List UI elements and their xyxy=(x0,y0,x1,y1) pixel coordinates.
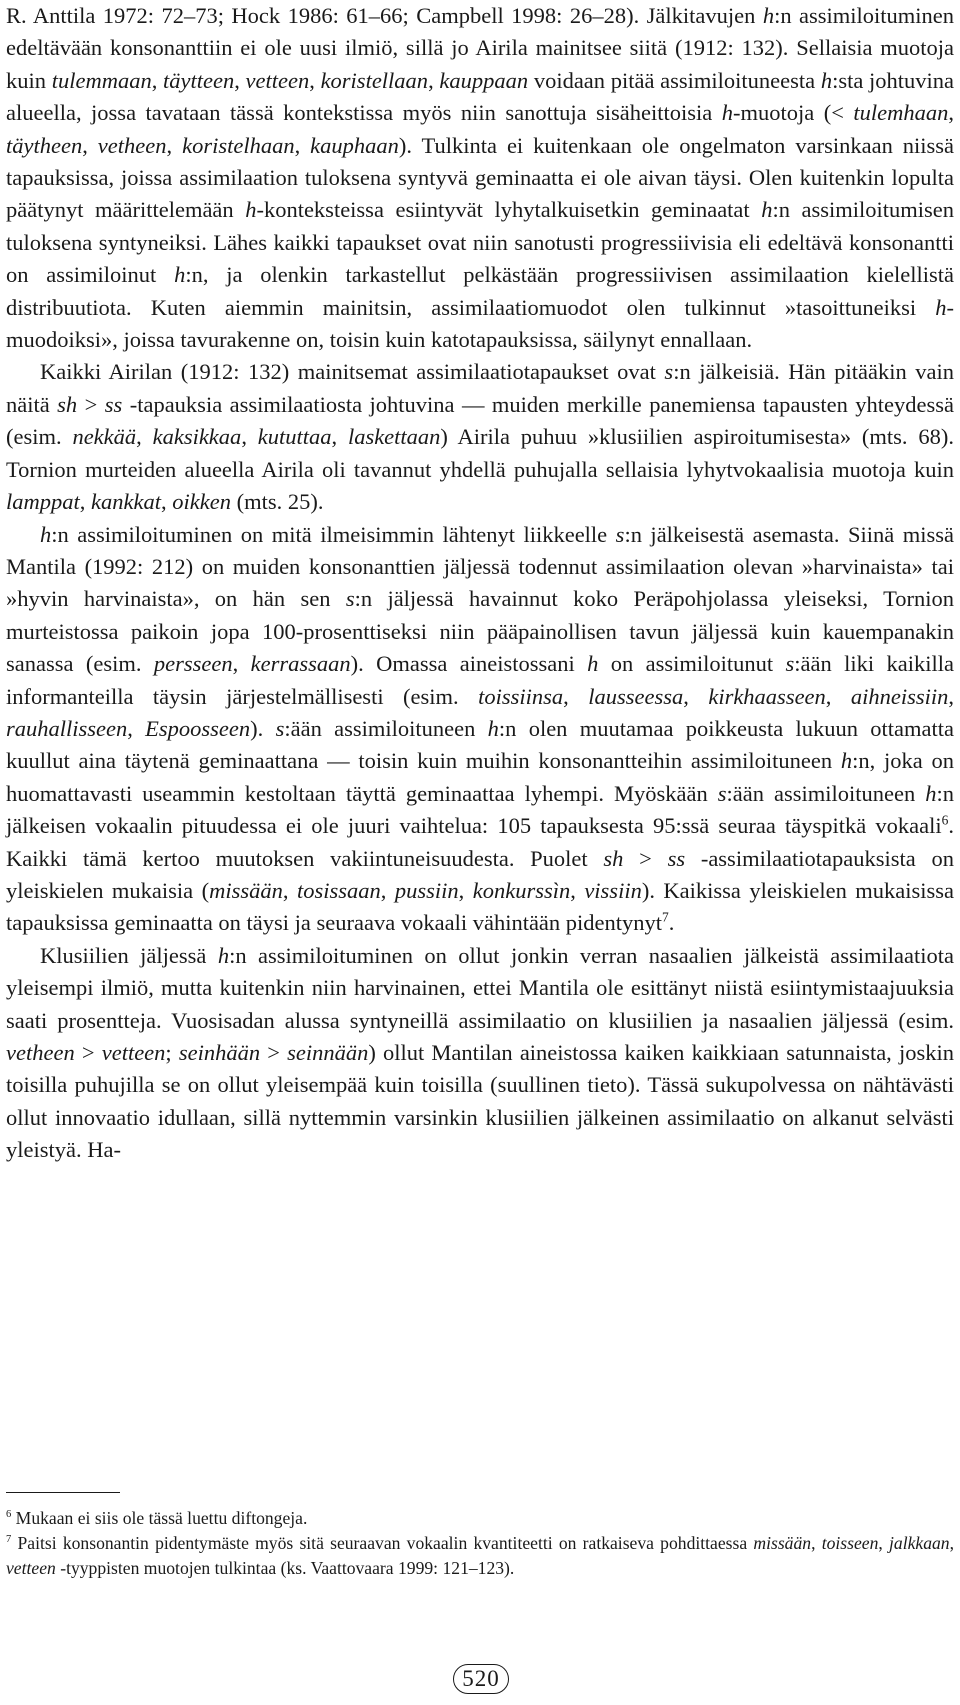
footnote xyxy=(6,1531,954,1581)
italic-term: lamppat xyxy=(6,489,80,515)
italic-term: persseen xyxy=(153,651,233,677)
italic-term: h xyxy=(935,294,947,320)
text-run: > xyxy=(74,1040,102,1065)
italic-term: tulemmaan xyxy=(51,67,152,93)
italic-term: vissiin xyxy=(584,877,642,903)
text-run: . Kaikki tämä kertoo muutoksen vakiintuneisuudesta. Puolet xyxy=(6,813,954,871)
text-run: , xyxy=(160,489,173,515)
text-run: > xyxy=(260,1040,288,1065)
text-run: ) Airila puhuu »klusiilien aspiroitumisesta» (mts. 68). Tornion murteiden alueella Airila oli tavannut yhdellä puhujalla sellaisia lyhytvokaalisia muotoja kuin xyxy=(6,424,954,482)
text-run: , xyxy=(79,489,92,515)
italic-term: Espoosseen xyxy=(145,715,251,741)
italic-term: täytteen xyxy=(163,67,235,93)
paragraph xyxy=(6,940,954,1167)
italic-term: vetteen xyxy=(6,1558,56,1578)
text-run: -tapauksia assimilaatiosta johtuvina — muiden merkille panemiensa tapausten yhteydessä (esim. xyxy=(6,391,954,450)
footnote-marker: 6 xyxy=(6,1509,12,1521)
italic-term: s xyxy=(785,651,795,677)
italic-term: kerrassaan xyxy=(250,651,351,677)
italic-term: kututtaa xyxy=(257,424,332,450)
text-run: , xyxy=(428,67,440,93)
text-run: :ään assimiloituneen xyxy=(284,715,488,741)
text-run: Paitsi konsonantin pidentymäste myös sitä seuraavan vokaalin kvantiteetti on ratkaiseva pohdittaessa xyxy=(11,1533,754,1553)
footnote xyxy=(6,1506,954,1531)
text-run: -assimilaatiotapauksista on yleiskielen mukaisia ( xyxy=(6,845,954,903)
text-run: :n, ja olenkin tarkastellut pelkästään progressiivisen assimilaation kielellistä distribuutiota. Kuten aiemmin mainitsin, assimilaatiomuodot olen tulkinnut »tasoittuneiksi xyxy=(6,262,954,320)
italic-term: h xyxy=(245,197,257,223)
text-run: :n jäljessä havainnut koko Peräpohjolassa yleiseksi, Tornion murteistossa paikoin jopa 100-prosenttiseksi niin pääpainollisen tavun jäljessä kuin kauempanakin sanassa (esim. xyxy=(6,586,954,677)
text-run: , xyxy=(948,100,955,126)
text-run: ). Omassa aineistossani xyxy=(350,651,588,677)
text-run: , xyxy=(234,67,246,93)
text-run: , xyxy=(811,1533,822,1553)
text-run: , xyxy=(232,651,251,677)
text-run: Mukaan ei siis ole tässä luettu diftongeja. xyxy=(11,1508,308,1528)
text-run: ). Tulkinta ei kuitenkaan ole ongelmaton varsinkaan niissä tapauksissa, joissa assimilaation tuloksena syntyvä geminaatta ei ole aivan täysi. Olen kuitenkin lopulta päätynyt määrittelemään xyxy=(6,132,955,223)
text-run: :ään liki kaikilla informanteilla täysin järjestelmällisesti (esim. xyxy=(6,651,954,709)
italic-term: kaksikkaa xyxy=(152,424,242,450)
text-run: , xyxy=(294,132,311,158)
text-run: , xyxy=(570,877,585,903)
italic-term: sh xyxy=(57,391,78,417)
page xyxy=(6,0,955,1578)
italic-term: s xyxy=(345,586,355,612)
text-run: :n olen muutamaa poikkeusta lukuun ottamatta kuullut aina täytenä geminaattana — toisin kuin muihin konsonantteihin assimiloituneen xyxy=(6,715,955,774)
text-run: Klusiilien jäljessä xyxy=(40,942,218,968)
body-text xyxy=(6,0,954,1167)
text-run: -muotoja (< xyxy=(733,100,854,126)
text-run: > xyxy=(77,391,105,417)
text-run: , xyxy=(166,132,183,158)
italic-term: tulemhaan xyxy=(853,100,949,126)
italic-term: rauhallisseen xyxy=(6,715,128,741)
text-run: :n jälkeisestä asemasta. Siinä missä Mantila (1992: 212) on muiden konsonanttien jäljessä todennut assimilaation olevan »harvinaista» tai »hyvin harvinaista», on hän sen xyxy=(6,521,954,612)
text-run: , xyxy=(948,683,955,709)
page-number: 520 xyxy=(453,1664,509,1694)
italic-term: ss xyxy=(667,845,686,871)
italic-term: h xyxy=(925,780,937,806)
text-run: -muodoiksi», joissa tavurakenne on, toisin kuin katotapauksissa, säilynyt ennallaan. xyxy=(6,294,954,353)
text-run: , xyxy=(282,877,297,903)
text-run: :ään assimiloituneen xyxy=(726,780,926,806)
italic-term: toisseen xyxy=(821,1533,879,1553)
text-run: on assimiloitunut xyxy=(598,651,786,677)
text-run: , xyxy=(136,424,153,450)
text-run: (mts. 25). xyxy=(230,489,324,515)
footnote-marker: 7 xyxy=(662,909,669,925)
italic-term: s xyxy=(717,780,727,806)
text-run: :n assimiloituminen on ollut jonkin verran nasaalien jälkeistä assimilaatiota yleisempi ilmiö, mutta kuitenkin niin harvinainen, ettei Mantila ole esittänyt niistä esiintymistaajuuksia saati prosentteja. Vuosisadan alussa syntyneillä assimilaatio on klusiilien ja nasaalien jäljessä (esim. xyxy=(6,942,954,1033)
footnote-divider xyxy=(6,1492,120,1493)
italic-term: aihneissiin xyxy=(850,683,949,709)
italic-term: h xyxy=(174,262,186,288)
text-run: ) ollut Mantilan aineistossa kaiken kaikkiaan satunnaista, joskin toisilla puhujilla se on ollut yleisempää kuin toisilla (suullinen tieto). Tässä sukupolvessa on nähtävästi ollut innovaatio idullaan, sillä nyttemmin varsinkin klusiilien jälkeinen assimilaatio on alkanut selvästi yleistyä. Ha- xyxy=(6,1040,954,1163)
text-run: ; xyxy=(165,1040,179,1065)
italic-term: h xyxy=(487,715,499,741)
italic-term: ss xyxy=(104,391,123,417)
italic-term: h xyxy=(40,521,52,547)
italic-term: lausseessa xyxy=(588,683,684,709)
italic-term: konkurssìn xyxy=(472,877,571,903)
footnote-marker: 6 xyxy=(941,812,949,828)
italic-term: nekkää xyxy=(72,424,137,450)
text-run: -tyyppisten muotojen tulkintaa (ks. Vaattovaara 1999: 121–123). xyxy=(55,1558,515,1578)
italic-term: h xyxy=(762,3,775,28)
text-run: , xyxy=(151,67,164,93)
italic-term: oikken xyxy=(172,489,231,515)
italic-term: kankkat xyxy=(91,489,161,515)
italic-term: seinnään xyxy=(287,1040,369,1065)
text-run: , xyxy=(683,683,709,709)
paragraph xyxy=(6,519,954,940)
italic-term: s xyxy=(615,521,625,547)
text-run: , xyxy=(949,1533,955,1553)
italic-term: koristelhaan xyxy=(182,132,295,158)
text-run: > xyxy=(623,845,668,871)
text-run: ). Kaikissa yleiskielen mukaisissa tapauksissa geminaatta on täysi ja seuraava vokaali vähintään pidentynyt xyxy=(6,877,955,936)
text-run: , xyxy=(309,67,321,93)
text-run: :sta johtuvina alueella, jossa tavataan tässä kontekstissa myös niin sanottuja sisäheittoisia xyxy=(6,67,954,126)
text-run: , xyxy=(127,715,146,741)
text-run: , xyxy=(878,1533,890,1553)
text-run: Kaikki Airilan (1912: 132) mainitsemat assimilaatiotapaukset ovat xyxy=(40,359,665,385)
italic-term: h xyxy=(840,748,853,774)
footnote-marker: 7 xyxy=(6,1534,12,1546)
text-run: :n, joka on huomattavasti useammin kestoltaan täyttä geminaattaa lyhempi. Myöskään xyxy=(6,748,954,806)
footnotes xyxy=(6,1506,954,1581)
text-run: :n assimiloituminen edeltävään konsonanttiin ei ole uusi ilmiö, sillä jo Airila mainitsee siitä (1912: 132). Sellaisia muotoja kuin xyxy=(6,3,955,93)
italic-term: toissiinsa xyxy=(478,683,564,709)
italic-term: kirkhaasseen xyxy=(708,683,826,709)
italic-term: h xyxy=(820,67,833,93)
text-run: :n assimiloitumisen tuloksena syntyneiksi. Lähes kaikki tapaukset ovat niin sanotusti progressiivisia eli edeltävä konsonantti on assimiloinut xyxy=(6,197,954,288)
text-run: :n jälkeisiä. Hän pitääkin vain näitä xyxy=(6,359,955,417)
text-run: voidaan pitää assimiloituneesta xyxy=(528,67,821,93)
text-run: :n jälkeisen vokaalin pituudessa ei ole juuri vaihtelua: 105 tapauksesta 95:ssä seuraa täyspitkä vokaali xyxy=(6,780,954,839)
italic-term: tosissaan xyxy=(296,877,381,903)
italic-term: h xyxy=(721,100,734,126)
italic-term: s xyxy=(664,359,674,385)
paragraph xyxy=(6,356,954,518)
italic-term: laskettaan xyxy=(347,424,441,450)
italic-term: h xyxy=(587,651,599,677)
italic-term: koristellaan xyxy=(320,67,429,93)
italic-term: vetteen xyxy=(101,1040,166,1065)
italic-term: täytheen xyxy=(6,132,83,158)
italic-term: jalkkaan xyxy=(889,1533,950,1553)
text-run: R. Anttila 1972: 72–73; Hock 1986: 61–66; Campbell 1998: 26–28). Jälkitavujen xyxy=(6,3,763,28)
italic-term: h xyxy=(217,942,230,968)
italic-term: vetteen xyxy=(245,67,310,93)
italic-term: kauphaan xyxy=(310,132,399,158)
text-run: . xyxy=(668,910,675,936)
italic-term: pussiin xyxy=(394,877,459,903)
italic-term: vetheen xyxy=(6,1040,75,1065)
text-run: :n assimiloituminen on mitä ilmeisimmin lähtenyt liikkeelle xyxy=(51,521,616,547)
text-run: , xyxy=(563,683,589,709)
italic-term: h xyxy=(761,197,773,223)
text-run: ). xyxy=(250,715,276,741)
italic-term: kauppaan xyxy=(439,67,529,93)
italic-term: s xyxy=(275,715,285,741)
italic-term: sh xyxy=(603,845,624,871)
italic-term: vetheen xyxy=(97,132,167,158)
text-run: , xyxy=(380,877,395,903)
text-run: , xyxy=(458,877,473,903)
italic-term: missään xyxy=(753,1533,812,1553)
italic-term: missään xyxy=(209,877,283,903)
text-run: , xyxy=(825,683,851,709)
text-run: , xyxy=(82,132,98,158)
text-run: , xyxy=(331,424,348,450)
italic-term: seinhään xyxy=(178,1040,261,1065)
text-run: -konteksteissa esiintyvät lyhytalkuisetkin geminaatat xyxy=(256,197,762,223)
paragraph xyxy=(6,0,954,356)
text-run: , xyxy=(241,424,258,450)
